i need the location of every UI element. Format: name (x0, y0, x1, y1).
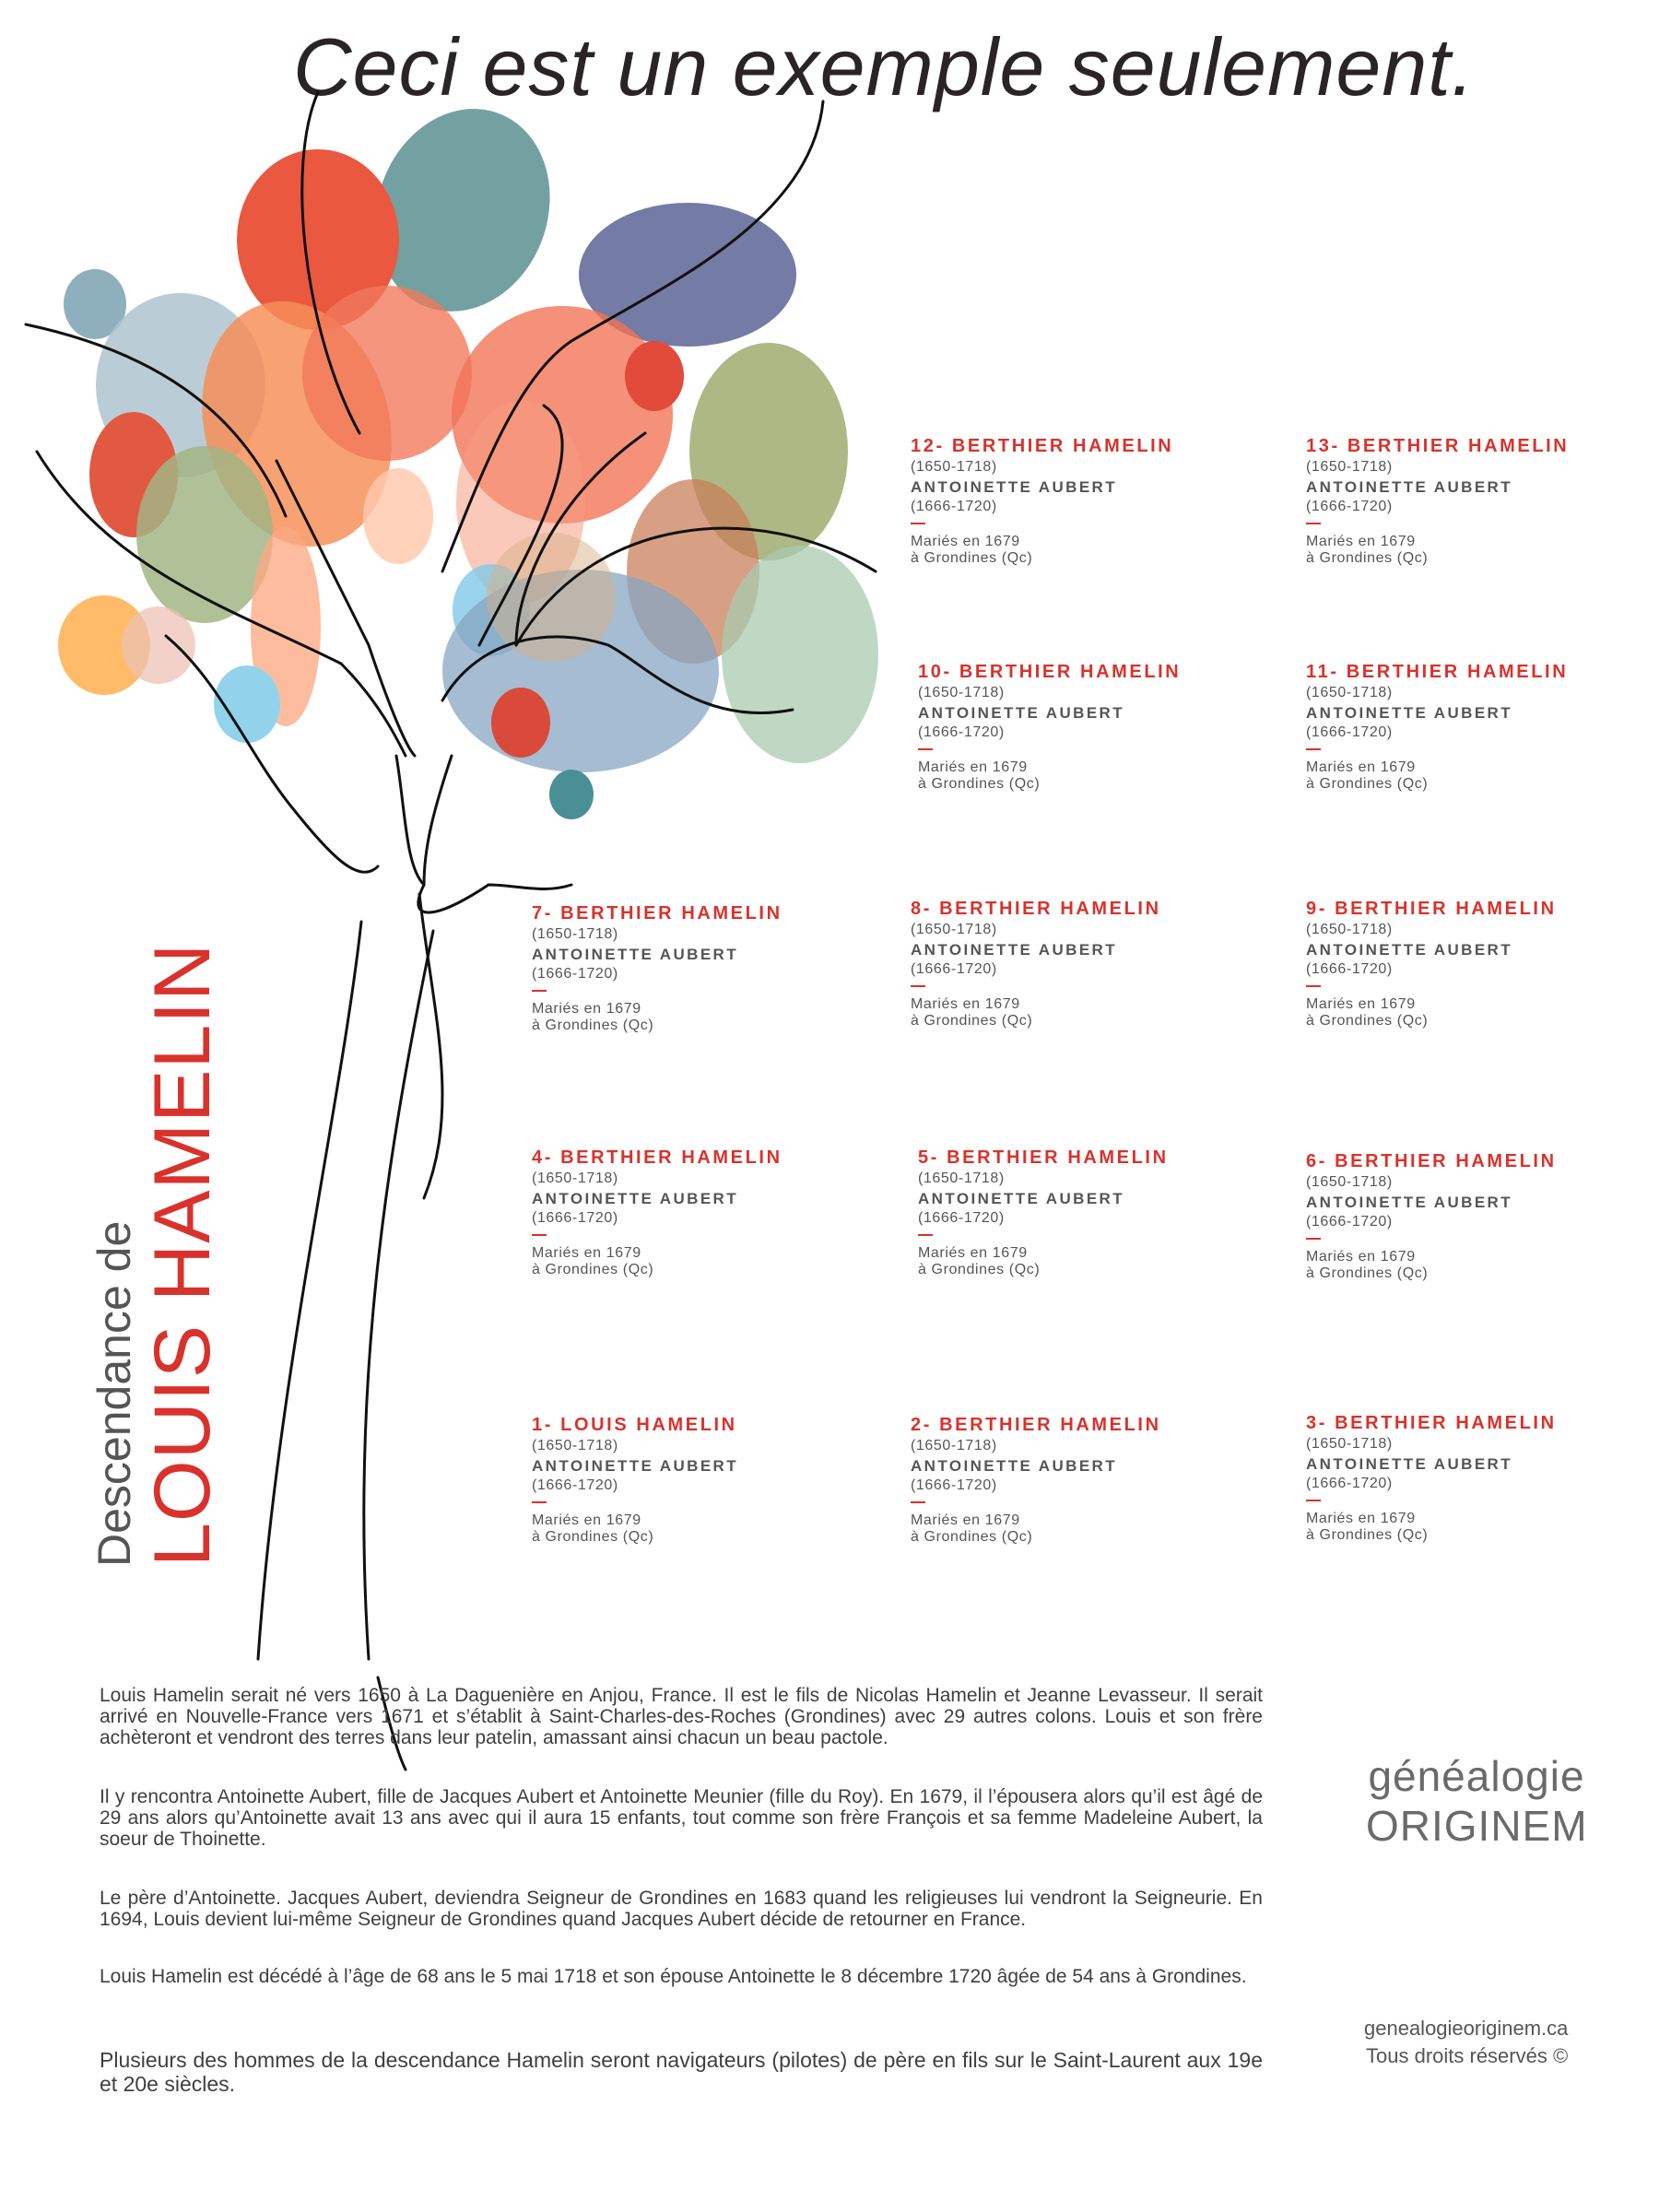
separator-dash (911, 523, 925, 524)
separator-dash (532, 1234, 547, 1236)
couple-dates-1: (1650-1718) (532, 1438, 618, 1453)
couple-spouse: ANTOINETTE AUBERT (1306, 704, 1513, 722)
couple-card-11 (1306, 662, 1610, 793)
couple-married: Mariés en 1679 (1306, 996, 1416, 1012)
couple-dates-2: (1666-1720) (1306, 499, 1393, 514)
couple-card-3 (1306, 1413, 1610, 1544)
couple-place: à Grondines (Qc) (911, 1529, 1033, 1545)
separator-dash (1306, 985, 1321, 987)
couple-title: 13- BERTHIER HAMELIN (1306, 436, 1570, 456)
couple-card-2 (911, 1415, 1215, 1546)
couple-dates-2: (1666-1720) (532, 1210, 618, 1226)
couple-place: à Grondines (Qc) (1306, 1265, 1429, 1281)
couple-place: à Grondines (Qc) (532, 1018, 654, 1033)
couple-dates-1: (1650-1718) (911, 922, 997, 937)
couple-spouse: ANTOINETTE AUBERT (1306, 1194, 1513, 1211)
couple-dates-2: (1666-1720) (1306, 1214, 1393, 1230)
couple-married: Mariés en 1679 (1306, 759, 1416, 775)
couple-place: à Grondines (Qc) (1306, 776, 1429, 792)
couple-title: 11- BERTHIER HAMELIN (1306, 662, 1569, 682)
couple-spouse: ANTOINETTE AUBERT (911, 941, 1118, 959)
couple-dates-1: (1650-1718) (918, 1171, 1005, 1186)
separator-dash (918, 748, 933, 750)
couple-spouse: ANTOINETTE AUBERT (918, 1190, 1125, 1207)
couple-dates-2: (1666-1720) (918, 1210, 1005, 1226)
separator-dash (1306, 748, 1321, 750)
side-title (88, 943, 229, 1567)
couple-card-5 (918, 1147, 1222, 1278)
couple-title: 3- BERTHIER HAMELIN (1306, 1413, 1557, 1433)
couple-place: à Grondines (Qc) (918, 776, 1041, 792)
couple-card-4 (532, 1147, 836, 1278)
couple-married: Mariés en 1679 (911, 1512, 1020, 1528)
couple-married: Mariés en 1679 (1306, 1249, 1416, 1265)
couple-spouse: ANTOINETTE AUBERT (1306, 478, 1513, 496)
biography-paragraph-3: Le père d’Antoinette. Jacques Aubert, deviendra Seigneur de Grondines en 1683 quand les religieuses lui vendront la Seigneurie. En 1694, Louis devient lui-même Seigneur de Grondines quand Jacques Aubert décide de retourner en France. (100, 1888, 1263, 1930)
couple-spouse: ANTOINETTE AUBERT (1306, 1455, 1513, 1473)
couple-place: à Grondines (Qc) (1306, 1527, 1429, 1543)
brand-url: genealogieoriginem.ca (1364, 2017, 1569, 2040)
couple-dates-1: (1650-1718) (1306, 922, 1393, 937)
couple-place: à Grondines (Qc) (918, 1262, 1041, 1277)
couple-dates-2: (1666-1720) (1306, 961, 1393, 977)
couple-married: Mariés en 1679 (918, 1245, 1028, 1261)
couple-married: Mariés en 1679 (532, 1001, 641, 1017)
biography-paragraph-4: Louis Hamelin est décédé à l’âge de 68 ans le 5 mai 1718 et son épouse Antoinette le 8 décembre 1720 âgée de 54 ans à Grondines. (100, 1966, 1247, 1987)
couple-spouse: ANTOINETTE AUBERT (532, 1457, 739, 1475)
couple-dates-2: (1666-1720) (1306, 1476, 1393, 1491)
couple-dates-2: (1666-1720) (911, 1477, 997, 1493)
couple-dates-1: (1650-1718) (1306, 685, 1393, 700)
couple-spouse: ANTOINETTE AUBERT (911, 478, 1118, 496)
couple-dates-2: (1666-1720) (1306, 724, 1393, 740)
side-title-prefix: Descendance de (88, 1220, 140, 1567)
couple-card-8 (911, 899, 1215, 1030)
couple-married: Mariés en 1679 (532, 1512, 641, 1528)
couple-title: 2- BERTHIER HAMELIN (911, 1415, 1161, 1435)
couple-title: 1- LOUIS HAMELIN (532, 1415, 737, 1435)
separator-dash (532, 1501, 547, 1503)
couple-spouse: ANTOINETTE AUBERT (911, 1457, 1118, 1475)
couple-dates-1: (1650-1718) (918, 685, 1005, 700)
couple-card-13 (1306, 436, 1610, 567)
couple-married: Mariés en 1679 (1306, 534, 1416, 549)
couple-dates-1: (1650-1718) (1306, 1174, 1393, 1190)
couple-spouse: ANTOINETTE AUBERT (1306, 941, 1513, 959)
separator-dash (1306, 1238, 1321, 1240)
couple-place: à Grondines (Qc) (911, 550, 1033, 566)
couple-married: Mariés en 1679 (1306, 1511, 1416, 1526)
couple-dates-1: (1650-1718) (911, 1438, 997, 1453)
separator-dash (1306, 523, 1321, 524)
couple-dates-1: (1650-1718) (532, 926, 618, 942)
couple-title: 4- BERTHIER HAMELIN (532, 1147, 782, 1168)
brand-rights: Tous droits réservés © (1366, 2044, 1569, 2067)
couple-spouse: ANTOINETTE AUBERT (918, 704, 1125, 722)
biography-paragraph-5: Plusieurs des hommes de la descendance Hamelin seront navigateurs (pilotes) de père en fils sur le Saint-Laurent aux 19e et 20e siècles. (100, 2048, 1263, 2096)
couple-title: 6- BERTHIER HAMELIN (1306, 1151, 1557, 1171)
couple-place: à Grondines (Qc) (1306, 1013, 1429, 1029)
couple-card-12 (911, 436, 1215, 567)
couple-title: 10- BERTHIER HAMELIN (918, 662, 1182, 682)
couple-title: 12- BERTHIER HAMELIN (911, 436, 1174, 456)
separator-dash (911, 1501, 925, 1503)
couple-place: à Grondines (Qc) (532, 1529, 654, 1545)
couple-married: Mariés en 1679 (918, 759, 1028, 775)
couple-title: 5- BERTHIER HAMELIN (918, 1147, 1169, 1168)
couple-dates-1: (1650-1718) (911, 459, 997, 475)
side-title-name: LOUIS HAMELIN (138, 942, 227, 1567)
couple-dates-2: (1666-1720) (911, 499, 997, 514)
couple-place: à Grondines (Qc) (1306, 550, 1429, 566)
separator-dash (918, 1234, 933, 1236)
couple-married: Mariés en 1679 (532, 1245, 641, 1261)
couple-spouse: ANTOINETTE AUBERT (532, 1190, 739, 1207)
couple-dates-2: (1666-1720) (532, 1477, 618, 1493)
couple-card-7 (532, 903, 836, 1034)
couple-place: à Grondines (Qc) (911, 1013, 1033, 1029)
separator-dash (911, 985, 925, 987)
couple-place: à Grondines (Qc) (532, 1262, 654, 1277)
couple-title: 9- BERTHIER HAMELIN (1306, 899, 1557, 919)
couple-title: 7- BERTHIER HAMELIN (532, 903, 782, 924)
biography-paragraph-1: Louis Hamelin serait né vers 1650 à La Daguenière en Anjou, France. Il est le fils de Nicolas Hamelin et Jeanne Levasseur. Il serait arrivé en Nouvelle-France vers 1671 et s’établit à Saint-Charles-des-Roches (Grondines) avec 29 autres colons. Louis et son frère achèteront et vendront des terres dans leur patelin, amassant ainsi chacun un beau pactole. (100, 1685, 1263, 1748)
couple-dates-2: (1666-1720) (532, 966, 618, 982)
couple-dates-2: (1666-1720) (911, 961, 997, 977)
couple-dates-1: (1650-1718) (1306, 1436, 1393, 1452)
couple-card-6 (1306, 1151, 1610, 1282)
couple-card-10 (918, 662, 1222, 793)
biography-paragraph-2: Il y rencontra Antoinette Aubert, fille de Jacques Aubert et Antoinette Meunier (fille du Roy). En 1679, il l’épousera alors qu’il est âgé de 29 ans alors qu’Antoinette avait 13 ans avec qui il aura 15 enfants, tout comme son frère François et sa femme Madeleine Aubert, la soeur de Thoinette. (100, 1786, 1263, 1850)
couple-title: 8- BERTHIER HAMELIN (911, 899, 1161, 919)
couple-card-9 (1306, 899, 1610, 1030)
couple-card-1 (532, 1415, 836, 1546)
couple-married: Mariés en 1679 (911, 996, 1020, 1012)
couple-spouse: ANTOINETTE AUBERT (532, 946, 739, 963)
separator-dash (1306, 1500, 1321, 1501)
couple-married: Mariés en 1679 (911, 534, 1020, 549)
brand-logo-line2: ORIGINEM (1366, 1802, 1588, 1850)
header-title: Ceci est un exemple seulement. (293, 21, 1476, 112)
couple-dates-2: (1666-1720) (918, 724, 1005, 740)
couple-dates-1: (1650-1718) (532, 1171, 618, 1186)
couple-dates-1: (1650-1718) (1306, 459, 1393, 475)
separator-dash (532, 990, 547, 992)
brand-logo-line1: généalogie (1368, 1752, 1585, 1800)
